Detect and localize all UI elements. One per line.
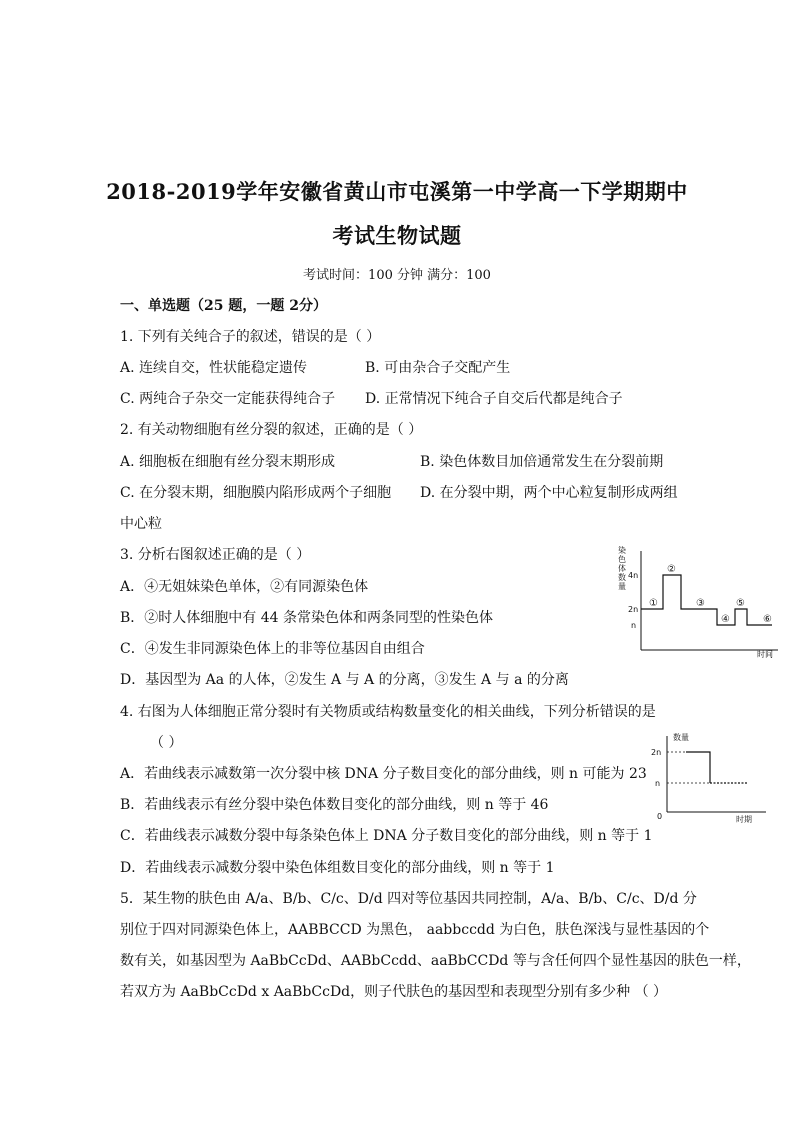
- question-3-option-d: D．基因型为 Aa 的人体，②发生 A 与 A 的分离，③发生 A 与 a 的分离: [120, 672, 569, 688]
- question-2-option-a: A. 细胞板在细胞有丝分裂末期形成: [120, 454, 336, 470]
- title-line-2: 考试生物试题: [332, 223, 462, 248]
- question-4-option-d: D．若曲线表示减数分裂中染色体组数目变化的部分曲线，则 n 等于 1: [120, 860, 555, 876]
- stage-mark: ④: [721, 614, 730, 625]
- question-4-stem: 4. 右图为人体细胞正常分裂时有关物质或结构数量变化的相关曲线，下列分析错误的是: [120, 704, 656, 720]
- question-1-stem: 1. 下列有关纯合子的叙述，错误的是（ ）: [120, 329, 381, 345]
- graph-y-tick: n: [631, 621, 637, 630]
- question-1-option-b: B. 可由杂合子交配产生: [365, 360, 511, 376]
- graph-y-label-char: 染: [618, 546, 626, 555]
- graph-x-label: 时间: [757, 650, 773, 659]
- section-heading: 一、单选题（25 题，一题 2分）: [120, 298, 327, 314]
- question-2-option-d: D. 在分裂中期，两个中心粒复制形成两组: [420, 485, 678, 501]
- quantity-change-graph: [650, 730, 770, 826]
- graph-y-tick: 4n: [628, 571, 639, 580]
- stage-mark: ⑥: [763, 614, 772, 625]
- graph2-y-tick: 2n: [651, 748, 662, 757]
- question-1-option-d: D. 正常情况下纯合子自交后代都是纯合子: [365, 391, 623, 407]
- graph-y-tick: 2n: [628, 605, 639, 614]
- question-3-stem: 3. 分析右图叙述正确的是（ ）: [120, 547, 311, 563]
- graph2-curve: [686, 752, 710, 783]
- stage-mark: ②: [667, 564, 676, 575]
- question-4-option-c: C．若曲线表示减数分裂中每条染色体上 DNA 分子数目变化的部分曲线，则 n 等于 1: [120, 828, 653, 844]
- stage-mark: ①: [649, 598, 658, 609]
- stage-mark: ⑤: [736, 598, 745, 609]
- question-2-stem: 2. 有关动物细胞有丝分裂的叙述，正确的是（ ）: [120, 422, 423, 438]
- question-2-option-c: C. 在分裂末期，细胞膜内陷形成两个子细胞: [120, 485, 392, 501]
- graph2-x-label: 时期: [736, 815, 752, 824]
- question-3-option-a: A．④无姐妹染色单体，②有同源染色体: [120, 579, 369, 595]
- question-4-stem-cont: （ ）: [150, 735, 183, 751]
- graph2-y-label: 数量: [673, 733, 689, 742]
- graph-y-label-char: 数: [618, 573, 626, 582]
- question-2-option-b: B. 染色体数目加倍通常发生在分裂前期: [420, 454, 664, 470]
- question-1-option-c: C. 两纯合子杂交一定能获得纯合子: [120, 391, 336, 407]
- exam-info: 考试时间：100 分钟 满分：100: [303, 268, 491, 283]
- graph2-y-tick: n: [655, 779, 661, 788]
- question-4-option-b: B．若曲线表示有丝分裂中染色体数目变化的部分曲线，则 n 等于 46: [120, 797, 549, 813]
- question-5-line-1: 5．某生物的肤色由 A/a、B/b、C/c、D/d 四对等位基因共同控制，A/a、B/b、C/c、D/d 分: [120, 891, 697, 907]
- chromosome-count-graph: [612, 541, 782, 661]
- question-5-line-2: 别位于四对同源染色体上，AABBCCD 为黑色， aabbccdd 为白色，肤色深浅与显性基因的个: [120, 922, 710, 938]
- graph-y-label-char: 体: [618, 564, 626, 573]
- question-3-option-b: B．②时人体细胞中有 44 条常染色体和两条同型的性染色体: [120, 610, 494, 626]
- question-5-line-4: 若双方为 AaBbCcDd x AaBbCcDd，则子代肤色的基因型和表现型分别有多少种 （ ）: [120, 984, 668, 1000]
- graph-y-label-char: 量: [618, 582, 626, 591]
- question-5-line-3: 数有关，如基因型为 AaBbCcDd、AABbCcdd、aaBbCCDd 等与含任何四个显性基因的肤色一样，: [120, 953, 751, 969]
- graph-curve: [641, 575, 772, 625]
- question-2-option-d-cont: 中心粒: [120, 516, 162, 532]
- question-4-option-a: A．若曲线表示减数第一次分裂中核 DNA 分子数目变化的部分曲线，则 n 可能为 23: [120, 766, 647, 782]
- graph-y-label-char: 色: [618, 555, 626, 564]
- title-line-1: 2018-2019学年安徽省黄山市屯溪第一中学高一下学期期中: [106, 179, 688, 204]
- stage-mark: ③: [696, 598, 705, 609]
- graph2-origin: 0: [657, 812, 663, 821]
- question-1-option-a: A. 连续自交，性状能稳定遗传: [120, 360, 308, 376]
- question-3-option-c: C．④发生非同源染色体上的非等位基因自由组合: [120, 641, 425, 657]
